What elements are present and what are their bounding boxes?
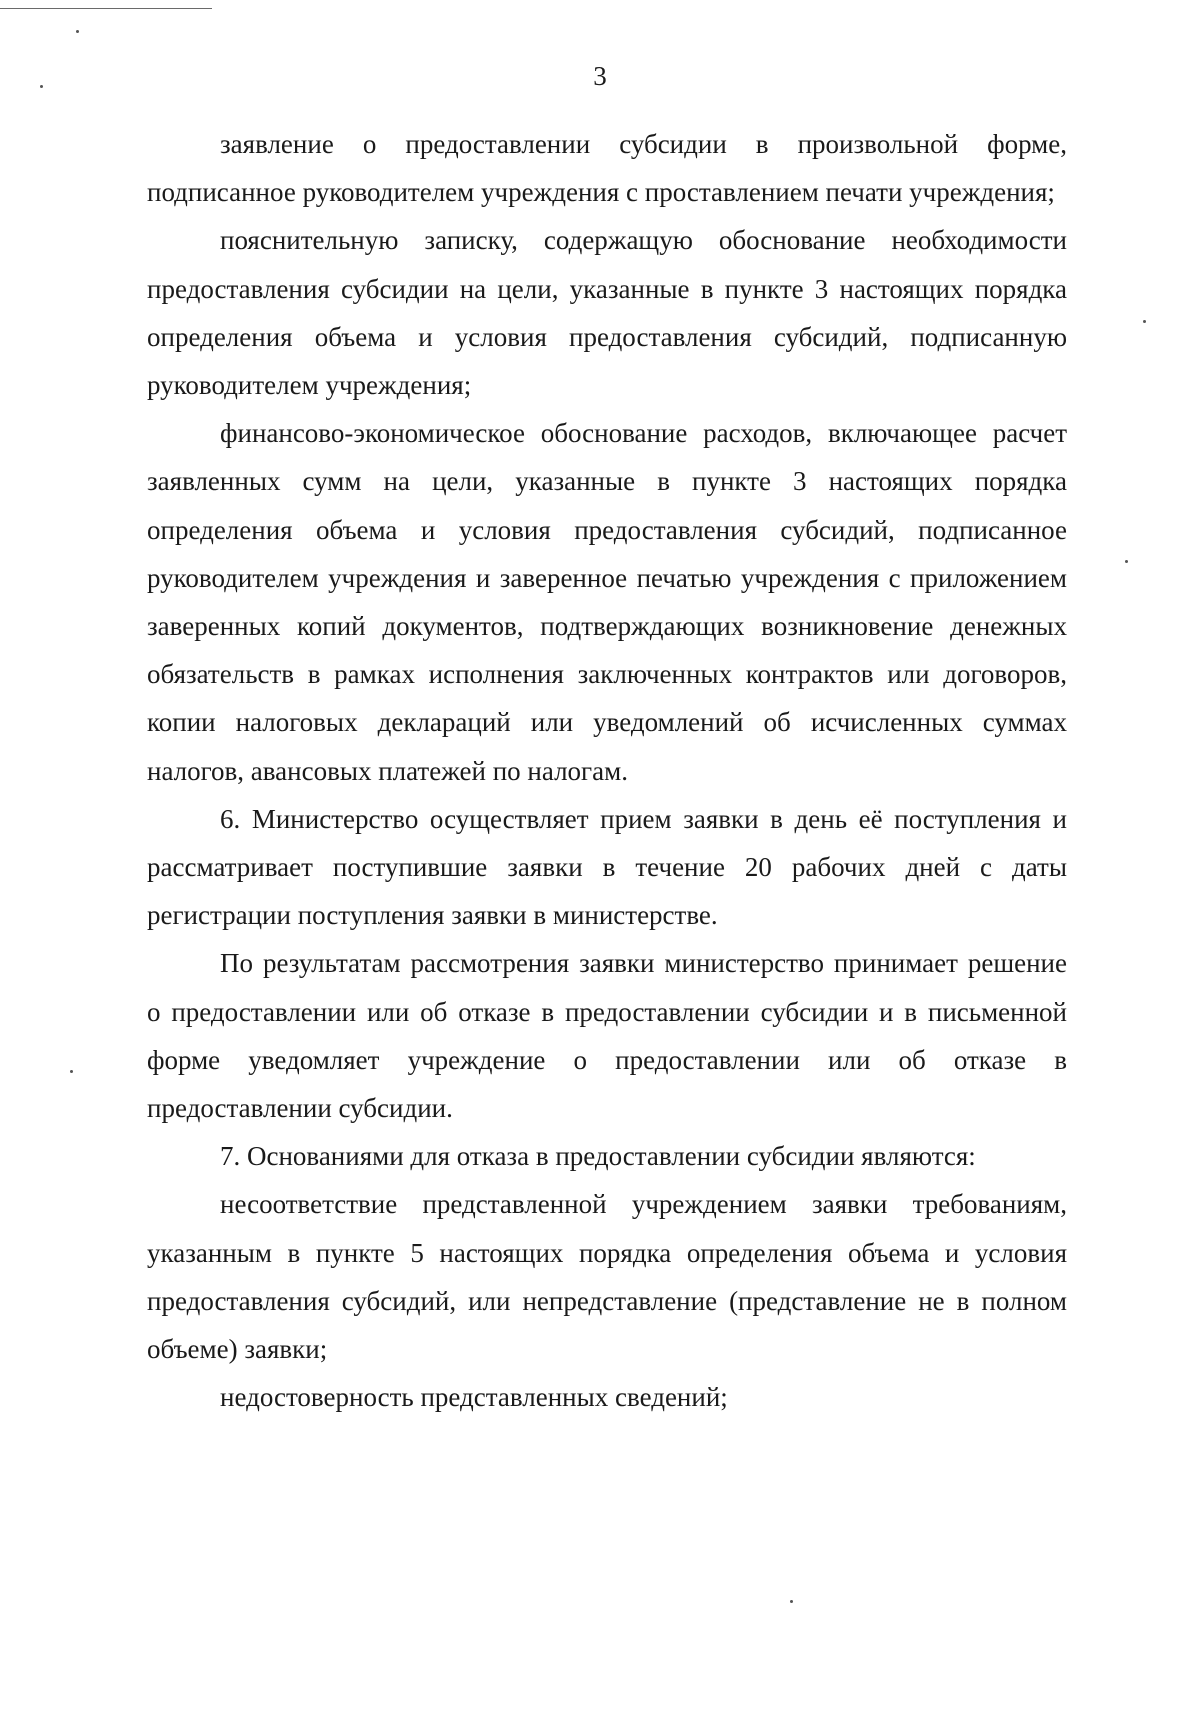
paragraph: пояснительную записку, содержащую обоснование необходимости предоставления субсидии на цели, указанные в пункте 3 настоящих порядка определения объема и условия предоставления субсидий, подписанную руководителем учреждения; [147, 225, 1067, 401]
document-body [147, 120, 1067, 1421]
paragraph: заявление о предоставлении субсидии в произвольной форме, подписанное руководителем учреждения с проставлением печати учреждения; [147, 129, 1067, 208]
scan-speck [1125, 560, 1128, 563]
paragraph: финансово-экономическое обоснование расходов, включающее расчет заявленных сумм на цели, указанные в пункте 3 настоящих порядка определения объема и условия предоставления субсидий, подписанное руководителем учреждения и заверенное печатью учреждения с приложением заверенных копий документов, подтверждающих возникновение денежных обязательств в рамках исполнения заключенных контрактов или договоров, копии налоговых деклараций или уведомлений об исчисленных суммах налогов, авансовых платежей по налогам. [147, 418, 1067, 786]
scan-edge-line [0, 8, 212, 9]
scan-speck [70, 1070, 73, 1073]
paragraph: недостоверность представленных сведений; [220, 1382, 728, 1413]
paragraph: По результатам рассмотрения заявки министерство принимает решение о предоставлении или об отказе в предоставлении субсидии и в письменной форме уведомляет учреждение о предоставлении или об отказе в предоставлении субсидии. [147, 948, 1067, 1124]
scan-speck [1143, 320, 1146, 323]
scan-speck [76, 30, 79, 33]
paragraph: 6. Министерство осуществляет прием заявки в день её поступления и рассматривает поступившие заявки в течение 20 рабочих дней с даты регистрации поступления заявки в министерстве. [147, 803, 1067, 931]
scan-speck [790, 1600, 793, 1603]
paragraph: несоответствие представленной учреждением заявки требованиям, указанным в пункте 5 настоящих порядка определения объема и условия предоставления субсидий, или непредставление (представление не в полном объеме) заявки; [147, 1189, 1067, 1365]
paragraph: 7. Основаниями для отказа в предоставлении субсидии являются: [220, 1141, 976, 1172]
page-number: 3 [593, 61, 607, 91]
